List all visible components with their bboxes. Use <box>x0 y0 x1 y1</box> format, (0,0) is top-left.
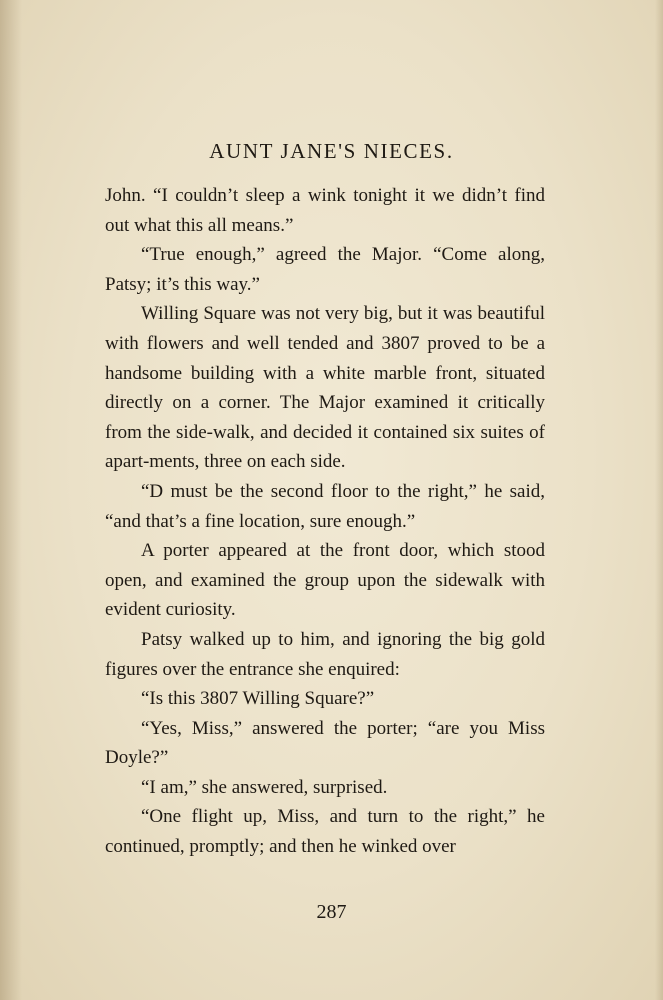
paragraph-6: Patsy walked up to him, and ignoring the big gold figures over the entrance she enquired: <box>105 628 545 680</box>
paragraph-2: “True enough,” agreed the Major. “Come along, Patsy; it’s this way.” <box>105 244 545 295</box>
paragraph-8: “Yes, Miss,” answered the porter; “are you Miss Doyle?” <box>105 717 545 769</box>
paragraph-7: “Is this 3807 Willing Square?” <box>141 688 375 710</box>
running-head: AUNT JANE'S NIECES. <box>209 139 454 163</box>
paragraph-3: Willing Square was not very big, but it was beautiful with flowers and well tended and 3807 proved to be a handsome building with a white marble front, situated directly on a corner. The Major examined it critically from the side-walk, and decided it contained six suites of apart-ments, three on each side. <box>105 303 545 473</box>
paragraph-4: “D must be the second floor to the right,” he said, “and that’s a fine location, sure enough.” <box>105 480 545 532</box>
paragraph-1: John. “I couldn’t sleep a wink tonight it we didn’t find out what this all means.” <box>105 185 545 236</box>
body-text <box>105 181 545 862</box>
paragraph-10: “One flight up, Miss, and turn to the right,” he continued, promptly; and then he winked over <box>105 806 545 858</box>
paragraph-5: A porter appeared at the front door, which stood open, and examined the group upon the sidewalk with evident curiosity. <box>105 540 545 621</box>
page-number: 287 <box>316 901 347 923</box>
paragraph-9: “I am,” she answered, surprised. <box>141 776 388 798</box>
